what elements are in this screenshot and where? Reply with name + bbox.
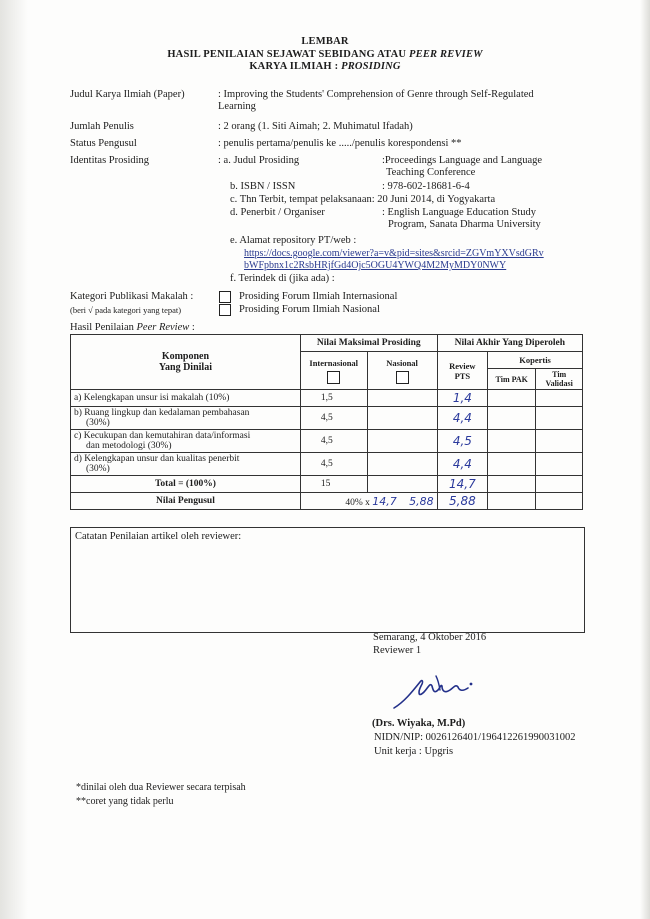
- nasional-checkbox[interactable]: [396, 371, 409, 384]
- doc-title-line2-text: HASIL PENILAIAN SEJAWAT SEBIDANG ATAU: [167, 49, 407, 60]
- row-d-text-cont: (30%): [86, 464, 110, 474]
- total-max: 15: [300, 476, 367, 493]
- judul-value: : Improving the Students' Comprehension of Genre through Self-Regulated: [218, 89, 534, 100]
- komponen-header-line1: Komponen: [161, 351, 210, 362]
- row-a-nasional: [367, 390, 437, 407]
- total-label: Total = (100%): [71, 476, 301, 493]
- hasil-penilaian-text: Hasil Penilaian: [70, 322, 134, 333]
- tim-validasi-line1: Tim: [552, 370, 567, 379]
- tim-pak-header: Tim PAK: [488, 369, 536, 390]
- row-d-nasional: [367, 453, 437, 476]
- pengusul-tim-pak: [488, 493, 536, 510]
- total-tim-validasi: [536, 476, 583, 493]
- pengusul-hw-value2: 5,88: [409, 494, 434, 508]
- isbn-label: b. ISBN / ISSN: [230, 181, 296, 192]
- komponen-header: [71, 335, 301, 390]
- nasional-header: [367, 352, 437, 390]
- row-c-text: c) Kecukupan dan kemutahiran data/informasi: [74, 431, 251, 441]
- row-a-label: [71, 390, 301, 407]
- internasional-header-text: Internasional: [309, 357, 359, 368]
- hasil-penilaian-italic: Peer Review: [136, 322, 190, 333]
- row-c-max: 4,5: [300, 430, 367, 453]
- total-row: [71, 476, 583, 493]
- kategori-hint: (beri √ pada kategori yang tepat): [70, 305, 182, 315]
- tim-validasi-header: [536, 369, 583, 390]
- pengusul-label: Nilai Pengusul: [71, 493, 301, 510]
- scan-left-edge: [0, 0, 28, 919]
- row-b-text-cont: (30%): [86, 418, 110, 428]
- pengusul-tim-validasi: [536, 493, 583, 510]
- review-pts-line1: Review: [449, 360, 476, 371]
- nilai-akhir-header: Nilai Akhir Yang Diperoleh: [437, 335, 582, 352]
- repository-link[interactable]: https://docs.google.com/viewer?a=v&pid=sites&srcid=ZGVmYXVsdGRv: [244, 248, 544, 259]
- pengusul-formula-cell: [300, 493, 437, 510]
- komponen-header-line2: Yang Dinilai: [158, 362, 212, 373]
- kategori-label: Kategori Publikasi Makalah :: [70, 291, 194, 302]
- nilai-maks-header: Nilai Maksimal Prosiding: [300, 335, 437, 352]
- nasional-header-text: Nasional: [386, 357, 418, 368]
- table-row: [71, 407, 583, 430]
- review-pts-header: [437, 352, 487, 390]
- jumlah-value: : 2 orang (1. Siti Aimah; 2. Muhimatul Ifadah): [218, 121, 413, 132]
- review-pts-line2: PTS: [454, 370, 471, 381]
- repository-label: e. Alamat repository PT/web :: [230, 235, 357, 246]
- judul-prosiding-value: :Proceedings Language and Language: [382, 155, 543, 166]
- judul-prosiding-value-cont: Teaching Conference: [386, 167, 476, 178]
- hasil-penilaian-label: [70, 322, 195, 333]
- catatan-label: Catatan Penilaian artikel oleh reviewer:: [75, 531, 242, 542]
- doc-title-line3-italic: PROSIDING: [341, 61, 401, 72]
- row-b-nasional: [367, 407, 437, 430]
- status-label: Status Pengusul: [70, 138, 137, 149]
- footnote-1: *dinilai oleh dua Reviewer secara terpisah: [76, 782, 246, 793]
- table-row: [71, 430, 583, 453]
- isbn-value: : 978-602-18681-6-4: [382, 181, 470, 192]
- reviewer-nidn: NIDN/NIP: 0026126401/196412261990031002: [374, 732, 576, 743]
- kategori-nasional-label: Prosiding Forum Ilmiah Nasional: [239, 304, 380, 315]
- row-a-tim-pak: [488, 390, 536, 407]
- status-value: : penulis pertama/penulis ke ...../penulis korespondensi **: [218, 138, 462, 149]
- kategori-internasional-checkbox[interactable]: [219, 291, 231, 303]
- pengusul-score: 5,88: [437, 493, 487, 510]
- row-d-max: 4,5: [300, 453, 367, 476]
- jumlah-label: Jumlah Penulis: [70, 121, 134, 132]
- pengusul-formula: 40% x: [345, 497, 370, 508]
- row-d-text: d) Kelengkapan unsur dan kualitas penerbit: [74, 454, 240, 464]
- row-d-label: [71, 453, 301, 476]
- footnote-2: **coret yang tidak perlu: [76, 796, 174, 807]
- row-c-score: 4,5: [437, 430, 487, 453]
- penerbit-value: : English Language Education Study: [382, 207, 536, 218]
- row-b-text: b) Ruang lingkup dan kedalaman pembahasan: [74, 408, 250, 418]
- total-nasional: [367, 476, 437, 493]
- reviewer-name: (Drs. Wiyaka, M.Pd): [372, 718, 466, 729]
- hasil-penilaian-colon: :: [191, 322, 195, 333]
- kategori-nasional-checkbox[interactable]: [219, 304, 231, 316]
- row-a-text: a) Kelengkapan unsur isi makalah (10%): [74, 393, 230, 403]
- table-row: [71, 390, 583, 407]
- catatan-box[interactable]: [70, 527, 585, 633]
- row-a-tim-validasi: [536, 390, 583, 407]
- row-c-text-cont: dan metodologi (30%): [86, 441, 172, 451]
- internasional-header: [300, 352, 367, 390]
- doc-title-line2-italic: PEER REVIEW: [409, 49, 483, 60]
- internasional-checkbox[interactable]: [327, 371, 340, 384]
- total-tim-pak: [488, 476, 536, 493]
- row-b-label: [71, 407, 301, 430]
- reviewer-label: Reviewer 1: [373, 645, 422, 656]
- row-b-max: 4,5: [300, 407, 367, 430]
- row-b-score: 4,4: [437, 407, 487, 430]
- identitas-label: Identitas Prosiding: [70, 155, 150, 166]
- terbit-line: c. Thn Terbit, tempat pelaksanaan: 20 Juni 2014, di Yogyakarta: [230, 194, 496, 205]
- penerbit-label: d. Penerbit / Organiser: [230, 207, 325, 218]
- penerbit-value-cont: Program, Sanata Dharma University: [388, 219, 541, 230]
- row-b-tim-validasi: [536, 407, 583, 430]
- row-a-max: 1,5: [300, 390, 367, 407]
- judul-label: Judul Karya Ilmiah (Paper): [70, 89, 185, 100]
- pengusul-hw-value1: 14,7: [372, 494, 397, 508]
- row-c-nasional: [367, 430, 437, 453]
- row-a-score: 1,4: [437, 390, 487, 407]
- row-d-tim-pak: [488, 453, 536, 476]
- signature-mark: [392, 668, 482, 714]
- doc-title-line2: [0, 49, 650, 60]
- row-d-tim-validasi: [536, 453, 583, 476]
- judul-prosiding-label: : a. Judul Prosiding: [218, 155, 300, 166]
- row-d-score: 4,4: [437, 453, 487, 476]
- doc-title-line3-text: KARYA ILMIAH :: [249, 61, 339, 72]
- pengusul-row: [71, 493, 583, 510]
- row-c-tim-validasi: [536, 430, 583, 453]
- row-b-tim-pak: [488, 407, 536, 430]
- tim-validasi-line2: Validasi: [545, 379, 573, 388]
- doc-title-line3: [0, 61, 650, 72]
- repository-link-cont[interactable]: bWFpbnx1c2RsbHRjfGd4Ojc5OGU4YWQ4M2MyMDY0NWY: [244, 260, 507, 271]
- reviewer-unit: Unit kerja : Upgris: [374, 746, 454, 757]
- doc-title-line1: LEMBAR: [301, 36, 349, 47]
- table-row: [71, 453, 583, 476]
- scan-right-edge: [640, 0, 650, 919]
- kategori-internasional-label: Prosiding Forum Ilmiah Internasional: [239, 291, 398, 302]
- review-table: [70, 334, 583, 510]
- terindek-label: f. Terindek di (jika ada) :: [230, 273, 335, 284]
- kopertis-header: Kopertis: [488, 352, 583, 369]
- judul-value-cont: Learning: [218, 101, 256, 112]
- total-score: 14,7: [437, 476, 487, 493]
- row-c-tim-pak: [488, 430, 536, 453]
- place-date: Semarang, 4 Oktober 2016: [373, 632, 487, 643]
- row-c-label: [71, 430, 301, 453]
